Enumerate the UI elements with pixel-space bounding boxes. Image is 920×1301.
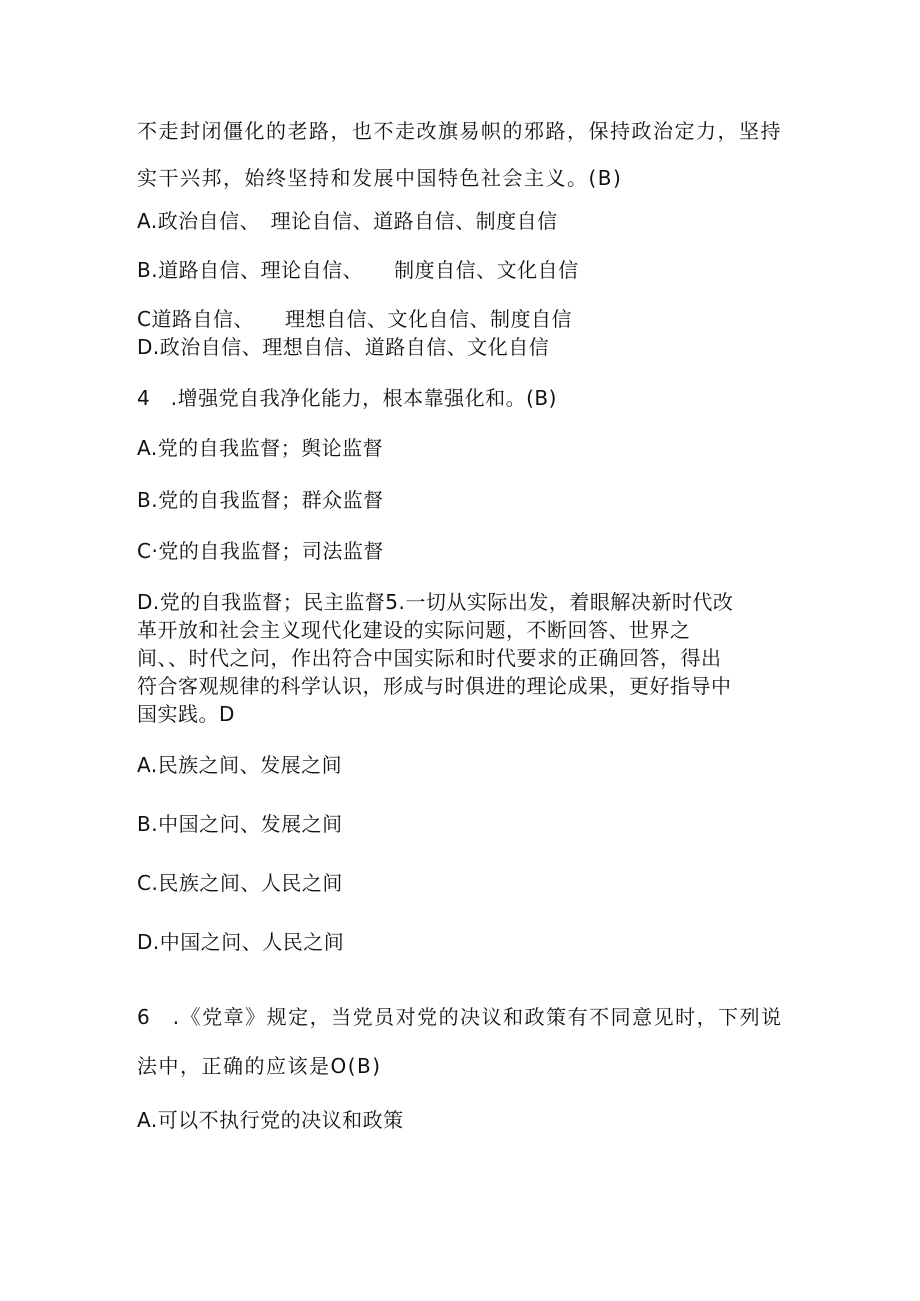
q5-stem-line-4: 符合客观规律的科学认识，形成与时俱进的理论成果，更好指导中 (137, 674, 732, 698)
q5-stem-line-5: 国实践。D (137, 702, 235, 726)
q4-stem: 4 .增强党自我净化能力，根本靠强化和。(B) (137, 386, 557, 410)
q4-option-d-and-q5-stem (137, 588, 787, 728)
q6-stem-line-2: 法中，正确的应该是O(B) (137, 1054, 382, 1078)
q3-option-a: A.政治自信、 理论自信、道路自信、制度自信 (137, 209, 558, 233)
q6-option-a: A.可以不执行党的决议和政策 (137, 1108, 404, 1132)
q3-stem-line-1: 不走封闭僵化的老路，也不走改旗易帜的邪路，保持政治定力，坚持 (137, 119, 782, 143)
q4-option-b: B.党的自我监督；群众监督 (137, 488, 384, 512)
q4-option-a: A.党的自我监督；舆论监督 (137, 436, 384, 460)
q3-stem-line-2: 实干兴邦，始终坚持和发展中国特色社会主义。(B) (137, 166, 623, 190)
q5-stem-line-1: D.党的自我监督；民主监督5.一切从实际出发，着眼解决新时代改 (137, 590, 734, 614)
q6-stem-line-1: 6 .《党章》规定，当党员对党的决议和政策有不同意见时，下列说 (137, 1005, 783, 1029)
q5-option-c: C.民族之间、人民之间 (137, 871, 343, 895)
q5-stem-line-3: 间、、时代之问，作出符合中国实际和时代要求的正确回答，得出 (137, 646, 722, 670)
q3-option-c: C道路自信、 理想自信、文化自信、制度自信 (137, 307, 572, 331)
q5-option-a: A.民族之间、发展之间 (137, 753, 343, 777)
q5-option-d: D.中国之问、人民之间 (137, 930, 345, 954)
q4-option-c: C·党的自我监督；司法监督 (137, 539, 384, 563)
q3-option-d: D.政治自信、理想自信、道路自信、文化自信 (137, 335, 550, 359)
q3-option-b: B.道路自信、理论自信、 制度自信、文化自信 (137, 258, 579, 282)
q5-stem-line-2: 革开放和社会主义现代化建设的实际问题，不断回答、世界之 (137, 618, 691, 642)
q5-option-b: B.中国之问、发展之间 (137, 812, 343, 836)
